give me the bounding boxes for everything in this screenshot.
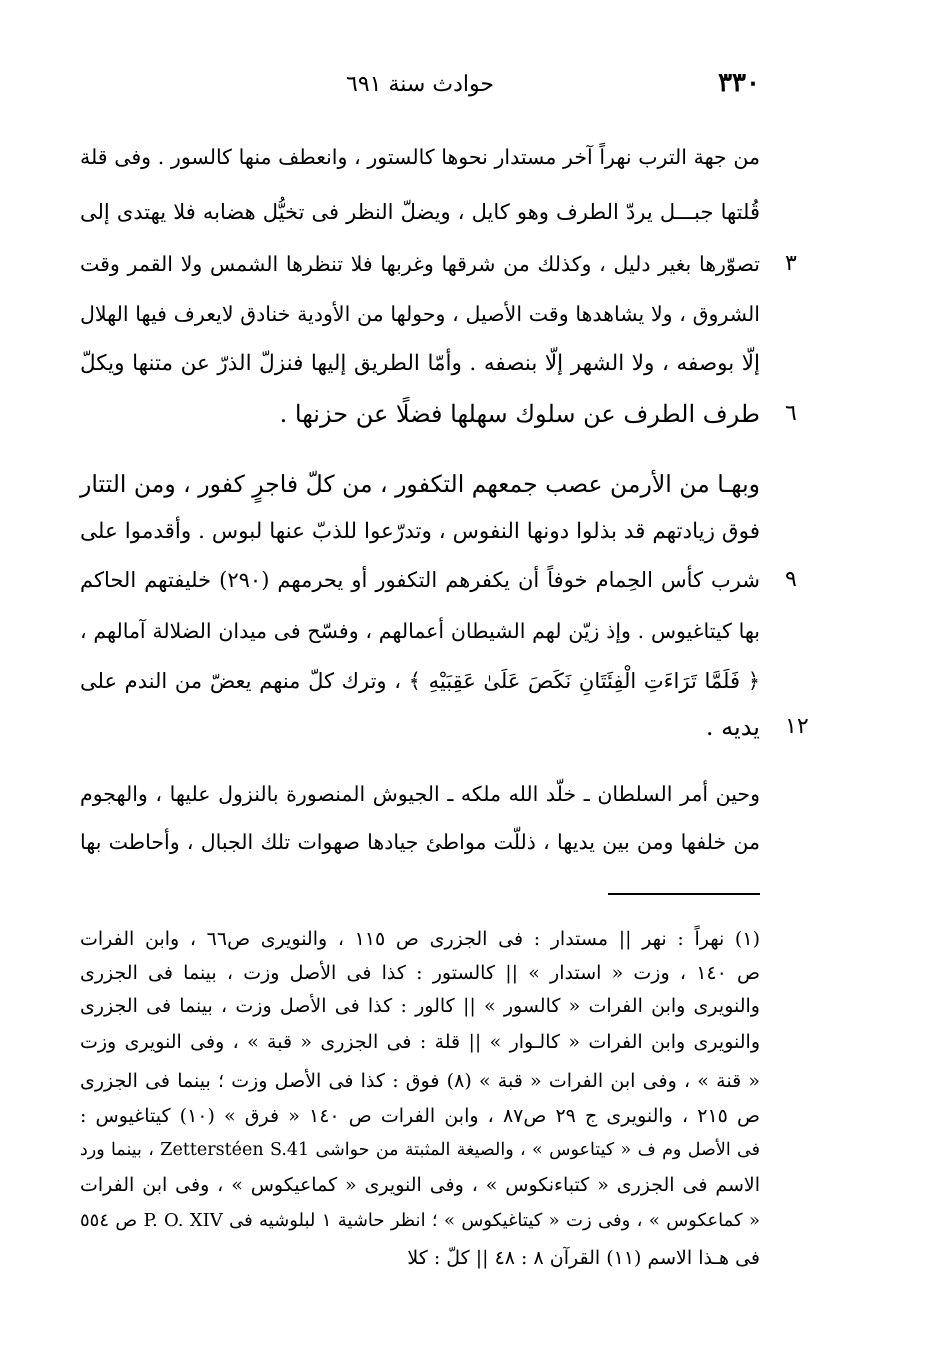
footnote-line: ص ١٤٠ ، وزت « استدار » || كالستور : كذا فى الأصل وزت ، بينما فى الجزرى <box>80 962 760 984</box>
line-number: ٦ <box>785 401 797 426</box>
footnote-line: فى الأصل وم ف « كيتاعوس » ، والصيغة المثبتة من حواشى Zetterstéen S.41 ، بينما ورد <box>80 1140 760 1160</box>
footnote-line: والنويرى وابن الفرات « كالسور » || كالور : كذا فى الأصل وزت ، بينما فى الجزرى <box>80 995 760 1017</box>
footnote-line: « قنة » ، وفى ابن الفرات « قبة » (٨) فوق : كذا فى الأصل وزت ؛ بينما فى الجزرى <box>80 1070 760 1092</box>
footnote-line: (١) نهراً : نهر || مستدار : فى الجزرى ص ١١٥ ، والنويرى ص٦٦ ، وابن الفرات <box>80 928 760 950</box>
text-line: فوق زيادتهم قد بذلوا دونها النفوس ، وتدرّعوا للذبّ عنها لبوس . وأقدموا على <box>80 519 760 544</box>
footnote-separator <box>608 893 760 895</box>
line-number: ٩ <box>785 567 797 592</box>
footnote-line: « كماعكوس » ، وفى زت « كيتاغيكوس » ؛ انظر حاشية ١ لبلوشيه فى P. O. XIV ص ٥٥٤ <box>80 1210 760 1231</box>
text-line: تصوّرها بغير دليل ، وكذلك من شرقها وغربها فلا تنظرها الشمس ولا القمر وقت <box>80 252 760 276</box>
quran-verse-line: ﴿ فَلَمَّا تَرَاءَتِ الْفِئَتَانِ نَكَصَ عَلَىٰ عَقِبَيْهِ ﴾ ، وترك كلّ منهم يعضّ من الندم على <box>80 669 760 693</box>
footnote-line: فى هـذا الاسم (١١) القرآن ٨ : ٤٨ || كلّ : كلا <box>407 1247 760 1269</box>
text-line: الشروق ، ولا يشاهدها وقت الأصيل ، وحولها من الأودية خنادق لايعرف فيها الهلال <box>80 302 760 326</box>
footnote-line: والنويرى وابن الفرات « كالـوار » || قلة : فى الجزرى « قبة » ، وفى النويرى وزت <box>80 1031 760 1053</box>
text-line: قُلتها جبـــل يردّ الطرف وهو كايل ، ويضلّ النظر فى تخيُّل هضابه فلا يهتدى إلى <box>80 200 760 224</box>
text-line: شرب كأس الحِمام خوفاً أن يكفرهم التكفور أو يحرمهم (٢٩٠) خليفتهم الحاكم <box>80 568 760 592</box>
line-number: ١٢ <box>785 714 809 739</box>
text-line: بها كيتاغيوس . وإذ زيّن لهم الشيطان أعمالهم ، وفسّح فى ميدان الضلالة آمالهم ، <box>80 619 760 643</box>
page-number: ٣٣٠ <box>718 68 760 98</box>
text-line: وبهـا من الأرمن عصب جمعهم التكفور ، من كلّ فاجرٍ كفور ، ومن التتار <box>80 470 760 498</box>
text-line: يديه . <box>705 713 760 741</box>
footnote-line: الاسم فى الجزرى « كتباءنكوس » ، وفى النويرى « كماعيكوس » ، وفى ابن الفرات <box>80 1174 760 1196</box>
text-line: إلّا بوصفه ، ولا الشهر إلّا بنصفه . وأمّا الطريق إليها فنزلّ الذرّ عن متنها ويكلّ <box>80 351 760 376</box>
text-line: طرف الطرف عن سلوك سهلها فضلًا عن حزنها . <box>279 400 760 428</box>
line-number: ٣ <box>785 251 797 276</box>
text-line: من جهة الترب نهراً آخر مستدار نحوها كالستور ، وانعطف منها كالسور . وفى قلة <box>80 145 760 169</box>
running-header <box>80 68 760 108</box>
text-line: وحين أمر السلطان ـ خلّد الله ملكه ـ الجيوش المنصورة بالنزول عليها ، والهجوم <box>80 782 760 806</box>
text-line: من خلفها ومن بين يديها ، ذللّت مواطئ جيادها صهوات تلك الجبال ، وأحاطت بها <box>80 830 760 854</box>
running-title: حوادث سنة ٦٩١ <box>346 72 494 97</box>
footnote-line: ص ٢١٥ ، والنويرى ج ٢٩ ص٨٧ ، وابن الفرات ص ١٤٠ « فرق » (١٠) كيتاغيوس : <box>80 1105 760 1127</box>
